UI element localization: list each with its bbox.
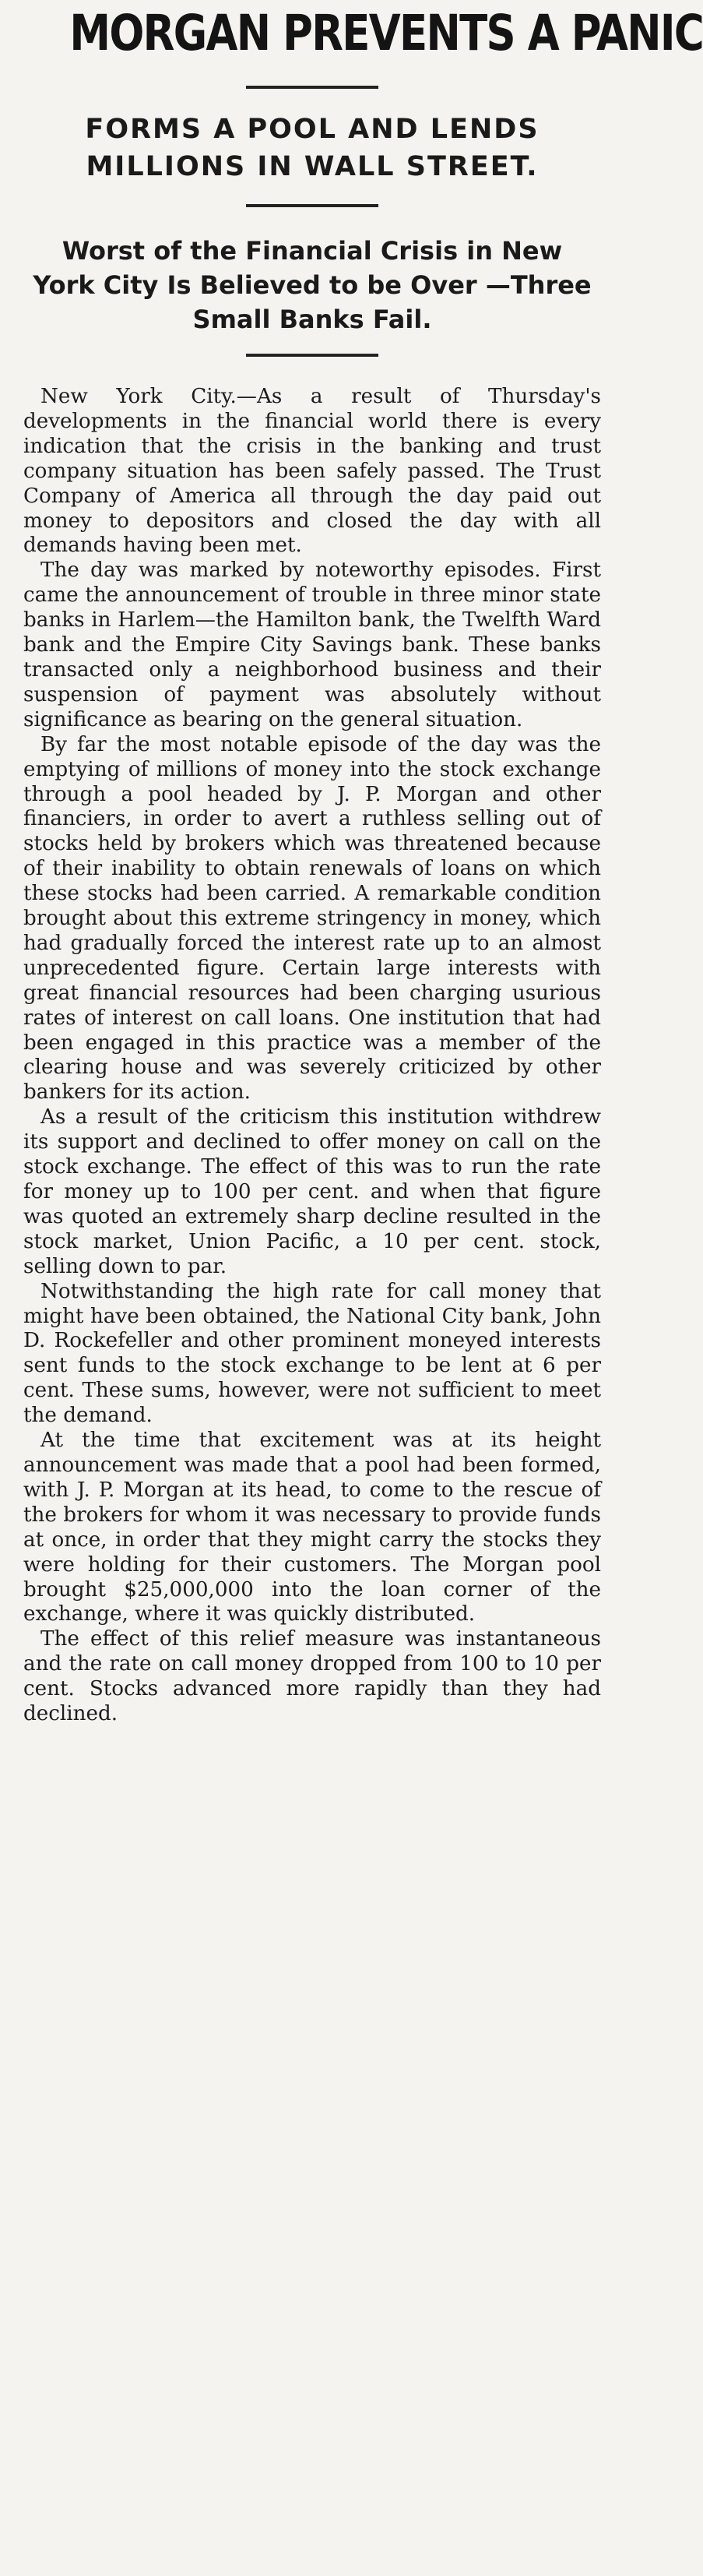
newspaper-column [0,5,703,2576]
article-paragraph: The day was marked by noteworthy episodes. First came the announcement of trouble in three minor state banks in Harlem—the Hamilton bank, the Twelfth Ward bank and the Empire City Savings bank. These banks transacted only a neighborhood business and their suspension of payment was absolutely without significance as bearing on the general situation. [23,559,601,731]
article-paragraph: By far the most notable episode of the day was the emptying of millions of money into the stock exchange through a pool headed by J. P. Morgan and other financiers, in order to avert a ruthless selling out of stocks held by brokers which was threatened because of their inability to obtain renewals of loans on which these stocks had been carried. A remarkable condition brought about this extreme stringency in money, which had gradually forced the interest rate up to an almost unprecedented figure. Certain large interests with great financial resources had been charging usurious rates of interest on call loans. One institution that had been engaged in this practice was a member of the clearing house and was severely criticized by other bankers for its action. [23,732,601,1105]
article-paragraph: Notwithstanding the high rate for call money that might have been obtained, the National City bank, John D. Rockefeller and other prominent moneyed interests sent funds to the stock exchange to be lent at 6 per cent. These sums, however, were not sufficient to meet the demand. [23,1279,601,1428]
secondary-subheadline: Worst of the Financial Crisis in New York City Is Believed to be Over —Three Small Banks Fail. [33,236,592,334]
article-paragraph: The effect of this relief measure was instantaneous and the rate on call money dropped from 100 to 10 per cent. Stocks advanced more rapidly than they had declined. [23,1627,601,1726]
article-paragraph: New York City.—As a result of Thursday's developments in the financial world there is every indication that the crisis in the banking and trust company situation has been safely passed. The Trust Company of America all through the day paid out money to depositors and closed the day with all demands having been met. [23,385,601,558]
divider-rule [246,204,378,207]
article-paragraph: At the time that excitement was at its height announcement was made that a pool had been formed, with J. P. Morgan at its head, to come to the rescue of the brokers for whom it was necessary to provide funds at once, in order that they might carry the stocks they were holding for their customers. The Morgan pool brought $25,000,000 into the loan corner of the exchange, where it was quickly distributed. [23,1429,601,1626]
subheadline: FORMS A POOL AND LENDS MILLIONS IN WALL STREET. [85,114,540,182]
divider-rule [246,86,378,89]
divider-rule [246,354,378,357]
article-body [23,385,601,1727]
headline: MORGAN PREVENTS A PANIC [69,5,703,62]
article-paragraph: As a result of the criticism this institution withdrew its support and declined to offer money on call on the stock exchange. The effect of this was to run the rate for money up to 100 per cent. and when that figure was quoted an extremely sharp decline resulted in the stock market, Union Pacific, a 10 per cent. stock, selling down to par. [23,1105,601,1278]
